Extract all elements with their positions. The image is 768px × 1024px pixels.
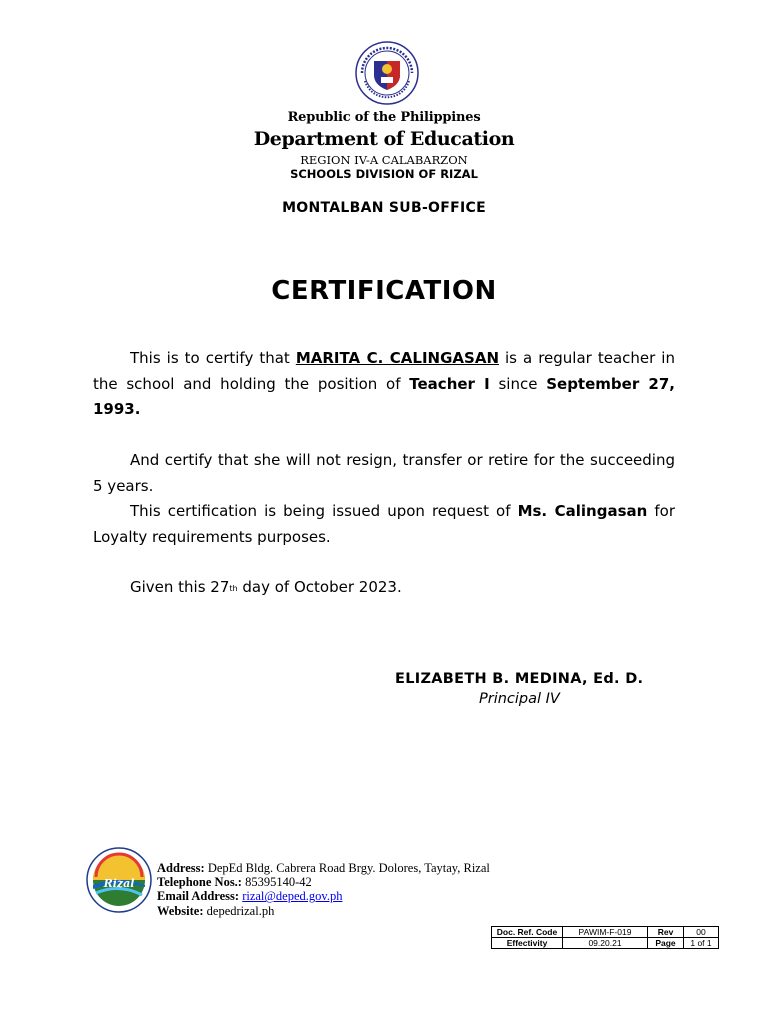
sdo-rizal-logo-icon (84, 847, 154, 913)
paragraph-given (93, 575, 675, 601)
effectivity-label: Effectivity (492, 938, 563, 949)
division-heading: SCHOOLS DIVISION OF RIZAL (290, 167, 478, 181)
republic-heading: Republic of the Philippines (287, 110, 481, 125)
phone-label: Telephone Nos.: (157, 875, 242, 890)
contact-block (157, 861, 490, 918)
given-text-pre: Given this 27 (130, 578, 230, 596)
email-link[interactable]: rizal@deped.gov.ph (242, 889, 343, 904)
phone-value: 85395140-42 (241, 875, 312, 890)
day-ordinal-suffix: th (229, 584, 238, 593)
address-label: Address: (157, 861, 205, 875)
doc-ref-code-label: Doc. Ref. Code (492, 927, 563, 938)
rev-label: Rev (648, 927, 684, 938)
office-heading: MONTALBAN SUB-OFFICE (282, 200, 486, 216)
website-value: depedrizal.ph (203, 903, 275, 918)
teacher-name: MARITA C. CALINGASAN (295, 349, 499, 367)
address-value: DepEd Bldg. Cabrera Road Brgy. Dolores, Taytay, Rizal (204, 861, 490, 875)
website-label: Website: (157, 903, 204, 918)
phone-line (157, 875, 490, 889)
start-date: September 27, 1993. (93, 374, 675, 418)
doc-ref-row-1 (492, 927, 719, 938)
signatory-name: ELIZABETH B. MEDINA, Ed. D. (395, 671, 644, 687)
given-text-post: day of October 2023. (237, 578, 402, 596)
paragraph-purpose (93, 499, 675, 550)
page-value: 1 of 1 (684, 938, 719, 949)
page-label: Page (648, 938, 684, 949)
rizal-logo-text: Rizal (103, 877, 135, 890)
p3-text-pre: This certification is being issued upon request of (130, 502, 518, 520)
doc-ref-table (491, 926, 719, 949)
p1-text-mid: is a regular teacher in the school and holding the position of (93, 349, 675, 393)
document-title: CERTIFICATION (271, 276, 497, 306)
doc-ref-row-2 (492, 938, 719, 949)
p1-text-since: since (489, 374, 547, 393)
p3-text-post: for Loyalty requirements purposes. (93, 502, 675, 546)
email-label: Email Address: (157, 889, 240, 904)
website-line (157, 904, 490, 918)
effectivity-value: 09.20.21 (563, 938, 648, 949)
requester-name: Ms. Calingasan (517, 502, 648, 520)
rev-value: 00 (684, 927, 719, 938)
department-heading: Department of Education (253, 128, 515, 150)
region-heading: REGION IV-A CALABARZON (300, 153, 468, 167)
position-value: Teacher I (409, 374, 490, 393)
paragraph-no-resign: And certify that she will not resign, transfer or retire for the succeeding 5 years. (93, 451, 675, 495)
p1-text-pre: This is to certify that (130, 349, 296, 367)
signatory-title: Principal IV (479, 691, 560, 707)
email-line (157, 889, 490, 903)
paragraph-certify (93, 346, 675, 423)
doc-ref-code-value: PAWIM-F-019 (563, 927, 648, 938)
address-line (157, 861, 490, 875)
deped-seal-icon (352, 41, 422, 105)
